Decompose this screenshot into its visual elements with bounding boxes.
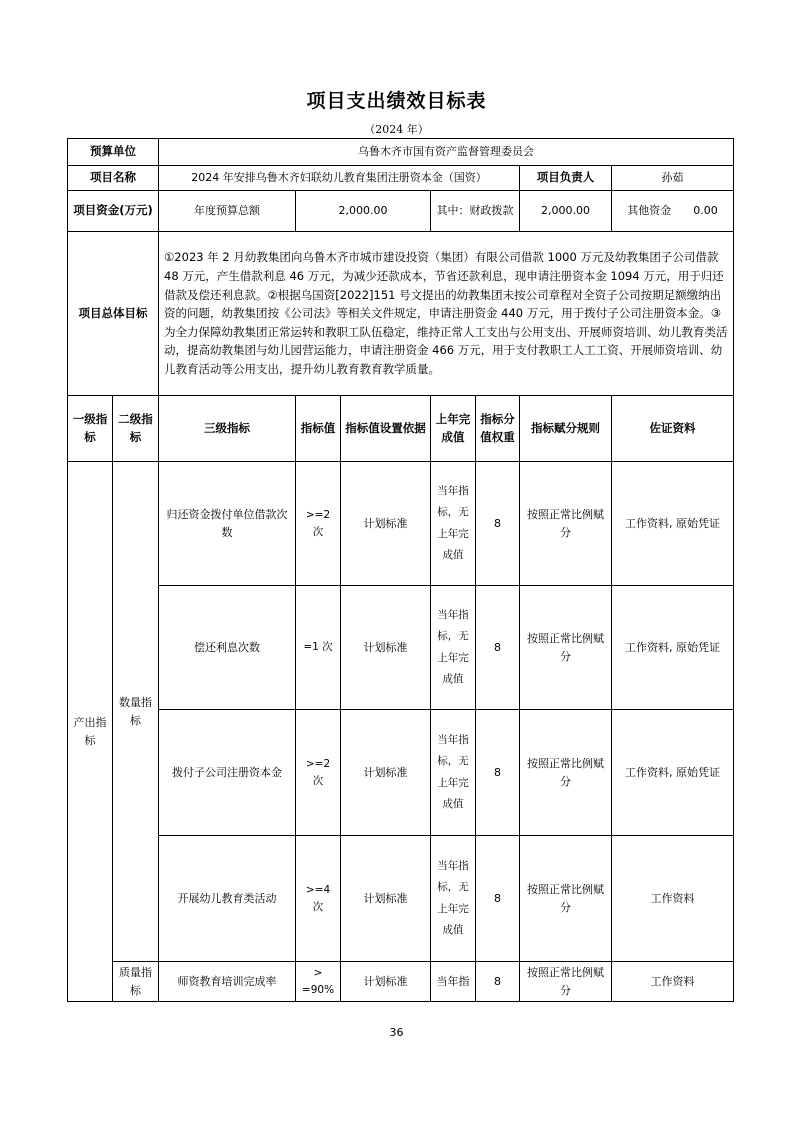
row-weight: 8 xyxy=(476,462,520,586)
row-value: >=2 次 xyxy=(296,462,341,586)
row-value: >=4 次 xyxy=(296,836,341,962)
year-label: （2024 年） xyxy=(364,123,429,136)
row-name: 拨付子公司注册资本金 xyxy=(159,710,296,836)
other-funds-label-value xyxy=(612,191,734,232)
fiscal-label: 其中：财政拨款 xyxy=(431,191,520,232)
level1-output: 产出指标 xyxy=(68,462,113,1002)
header-basis: 指标值设置依据 xyxy=(341,396,431,462)
row-rule: 按照正常比例赋分 xyxy=(520,586,612,710)
row-rule: 按照正常比例赋分 xyxy=(520,462,612,586)
row-name: 开展幼儿教育类活动 xyxy=(159,836,296,962)
project-name-value: 2024 年安排乌鲁木齐妇联幼儿教育集团注册资本金（国资） xyxy=(159,166,520,191)
budget-unit-value: 乌鲁木齐市国有资产监督管理委员会 xyxy=(159,139,734,166)
row-rule: 按照正常比例赋分 xyxy=(520,710,612,836)
page-title: 项目支出绩效目标表 xyxy=(306,90,487,112)
goal-text: ①2023 年 2 月幼教集团向乌鲁木齐市城市建设投资（集团）有限公司借款 1000 万元及幼教集团子公司借款 48 万元，产生借款利息 46 万元，为减少还款成本，节省还款利息，现申请注册资本金 1094 万元，用于归还借款及偿还利息款。②根据乌国资[2022]151 号文提出的幼教集团未按公司章程对全资子公司按期足额缴纳出资的问题，幼教集团按《公司法》等相关文件规定，申请注册资金 440 万元，用于拨付子公司注册资本金。③为全力保障幼教集团正常运转和教职工队伍稳定，维持正常人工支出与公用支出、开展师资培训、幼儿教育类活动，提高幼教集团与幼儿园营运能力，申请注册资金 466 万元，用于支付教职工人工工资、开展师资培训、幼儿教育活动等公用支出，提升幼儿教育教育教学质量。 xyxy=(159,232,734,396)
row-name: 师资教育培训完成率 xyxy=(159,962,296,1002)
level2-quantity: 数量指标 xyxy=(113,462,159,962)
row-last-year: 当年指 xyxy=(431,962,476,1002)
row-basis: 计划标准 xyxy=(341,836,431,962)
row-name: 归还资金拨付单位借款次数 xyxy=(159,462,296,586)
header-value: 指标值 xyxy=(296,396,341,462)
row-weight: 8 xyxy=(476,962,520,1002)
goal-label: 项目总体目标 xyxy=(68,232,159,396)
row-weight: 8 xyxy=(476,586,520,710)
row-name: 偿还利息次数 xyxy=(159,586,296,710)
row-evidence: 工作资料 xyxy=(612,836,734,962)
table-row xyxy=(68,586,734,710)
row-evidence: 工作资料, 原始凭证 xyxy=(612,462,734,586)
level2-quality: 质量指标 xyxy=(113,962,159,1002)
header-evidence: 佐证资料 xyxy=(612,396,734,462)
row-basis: 计划标准 xyxy=(341,586,431,710)
project-name-label: 项目名称 xyxy=(68,166,159,191)
row-last-year: 当年指标，无上年完成值 xyxy=(431,836,476,962)
row-basis: 计划标准 xyxy=(341,462,431,586)
annual-budget-value: 2,000.00 xyxy=(296,191,431,232)
header-level1: 一级指标 xyxy=(68,396,113,462)
performance-table xyxy=(67,138,734,1002)
row-evidence: 工作资料, 原始凭证 xyxy=(612,586,734,710)
table-row xyxy=(68,962,734,1002)
row-basis: 计划标准 xyxy=(341,710,431,836)
row-value: >=2 次 xyxy=(296,710,341,836)
header-weight: 指标分值权重 xyxy=(476,396,520,462)
project-leader-label: 项目负责人 xyxy=(520,166,612,191)
page-number: 36 xyxy=(389,1026,404,1039)
row-rule: 按照正常比例赋分 xyxy=(520,836,612,962)
header-level2: 二级指标 xyxy=(113,396,159,462)
funds-label: 项目资金(万元) xyxy=(68,191,159,232)
row-basis: 计划标准 xyxy=(341,962,431,1002)
table-row xyxy=(68,462,734,586)
row-weight: 8 xyxy=(476,836,520,962)
other-funds-label: 其他资金 xyxy=(627,204,672,218)
header-last-year: 上年完成值 xyxy=(431,396,476,462)
row-weight: 8 xyxy=(476,710,520,836)
other-funds-value: 0.00 xyxy=(693,204,718,218)
table-row xyxy=(68,710,734,836)
row-last-year: 当年指标，无上年完成值 xyxy=(431,586,476,710)
fiscal-value: 2,000.00 xyxy=(520,191,612,232)
annual-budget-label: 年度预算总额 xyxy=(159,191,296,232)
row-value: > =90% xyxy=(296,962,341,1002)
header-rule: 指标赋分规则 xyxy=(520,396,612,462)
table-row xyxy=(68,836,734,962)
budget-unit-label: 预算单位 xyxy=(68,139,159,166)
row-last-year: 当年指标，无上年完成值 xyxy=(431,462,476,586)
row-last-year: 当年指标，无上年完成值 xyxy=(431,710,476,836)
header-level3: 三级指标 xyxy=(159,396,296,462)
row-evidence: 工作资料 xyxy=(612,962,734,1002)
project-leader-value: 孙茹 xyxy=(612,166,734,191)
row-rule: 按照正常比例赋分 xyxy=(520,962,612,1002)
row-evidence: 工作资料, 原始凭证 xyxy=(612,710,734,836)
row-value: =1 次 xyxy=(296,586,341,710)
